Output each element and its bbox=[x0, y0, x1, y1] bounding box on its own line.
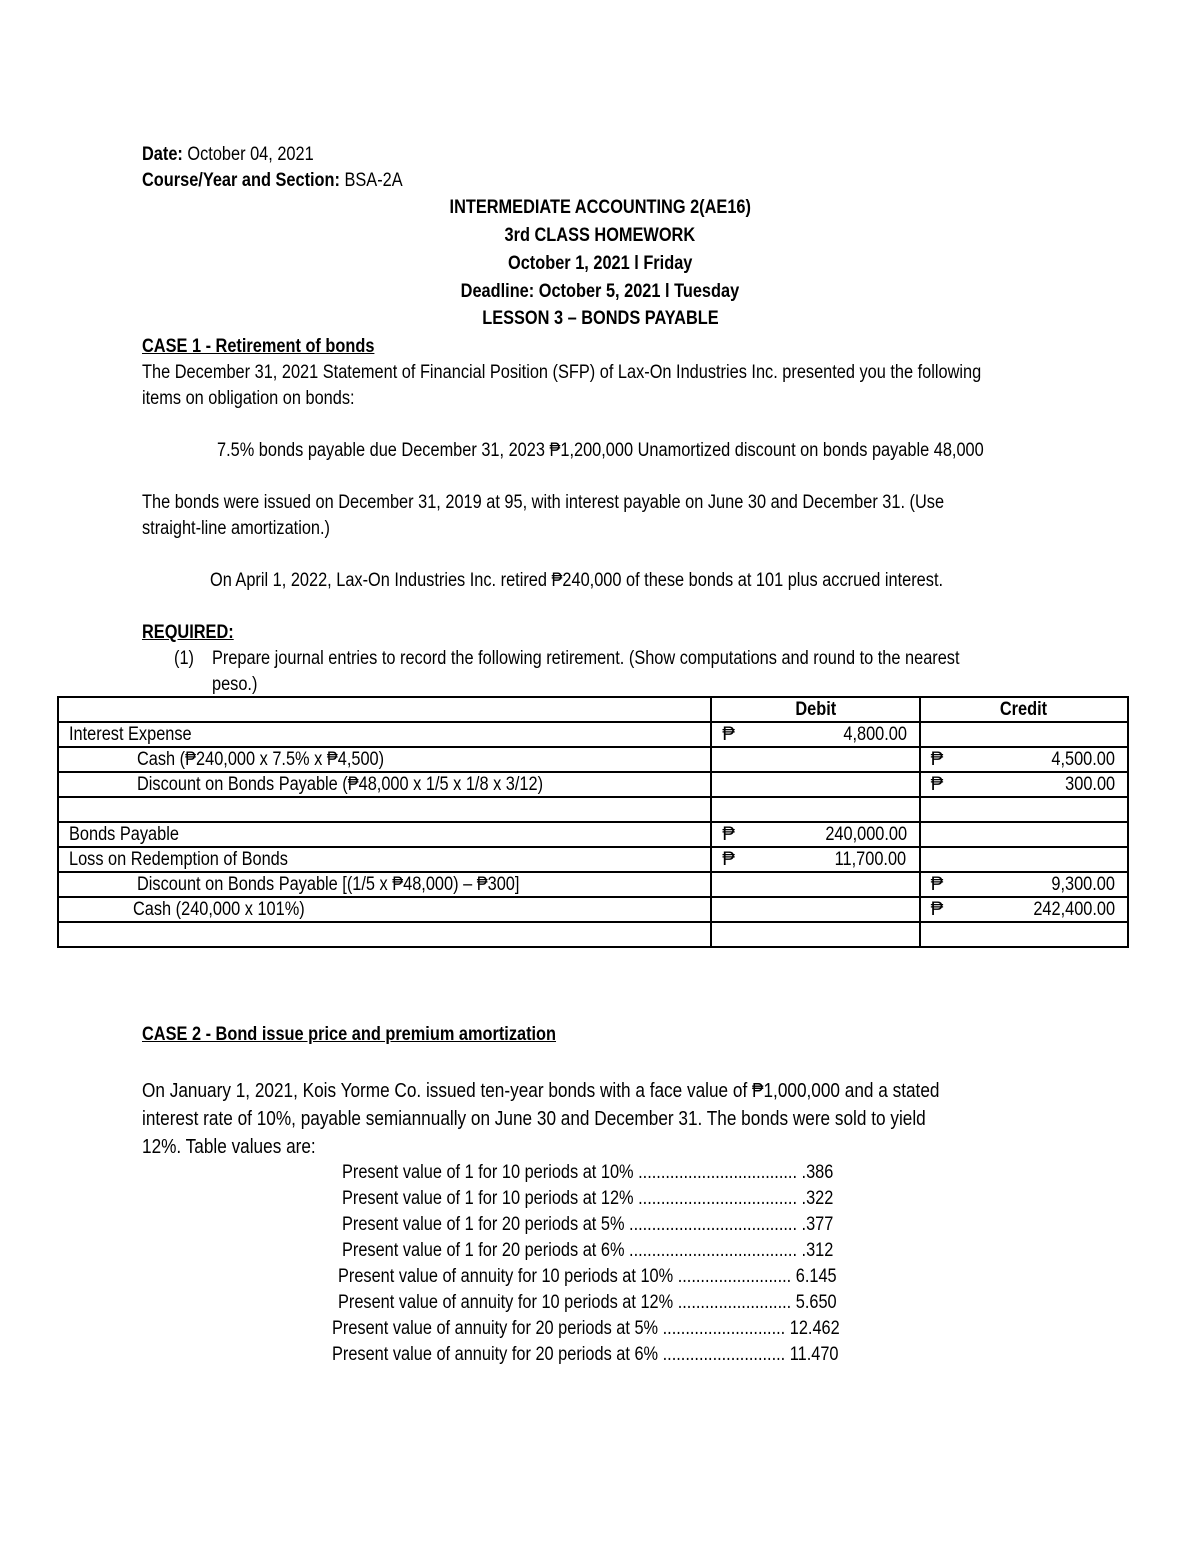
pv-table-row: Present value of 1 for 20 periods at 5% ..................................... .377 bbox=[342, 1214, 834, 1235]
journal-row-blank bbox=[58, 922, 1128, 947]
pv-table-row: Present value of annuity for 20 periods at 6% ........................... 11.470 bbox=[332, 1344, 839, 1365]
case2-para-line2: interest rate of 10%, payable semiannually on June 30 and December 31. The bonds were sold to yield bbox=[142, 1108, 926, 1130]
journal-row bbox=[58, 822, 1128, 847]
journal-row bbox=[58, 722, 1128, 747]
debit-header: Debit bbox=[711, 697, 919, 722]
title-lesson: LESSON 3 – BONDS PAYABLE bbox=[481, 308, 719, 329]
debit-cell bbox=[711, 772, 919, 797]
required-label: REQUIRED: bbox=[142, 622, 234, 643]
journal-row-blank bbox=[58, 797, 1128, 822]
account-cell: Cash (₱240,000 x 7.5% x ₱4,500) bbox=[58, 747, 711, 772]
pv-table-row: Present value of annuity for 10 periods at 12% ......................... 5.650 bbox=[338, 1292, 837, 1313]
peso-sign: ₱ bbox=[930, 899, 944, 920]
case1-para3: On April 1, 2022, Lax-On Industries Inc. retired ₱240,000 of these bonds at 101 plus accrued interest. bbox=[210, 570, 944, 591]
case1-items-line: 7.5% bonds payable due December 31, 2023 ₱1,200,000 Unamortized discount on bonds payable 48,000 bbox=[217, 440, 984, 461]
required-line2: peso.) bbox=[212, 674, 258, 695]
credit-cell: ₱ 4,500.00 bbox=[920, 747, 1128, 772]
credit-cell: ₱ 242,400.00 bbox=[920, 897, 1128, 922]
account-header-cell bbox=[58, 697, 711, 722]
course-line bbox=[142, 168, 403, 194]
credit-header: Credit bbox=[920, 697, 1128, 722]
account-cell: Discount on Bonds Payable (₱48,000 x 1/5 x 1/8 x 3/12) bbox=[58, 772, 711, 797]
date-line bbox=[142, 142, 314, 168]
peso-sign: ₱ bbox=[722, 724, 735, 745]
case1-para1-line2: items on obligation on bonds: bbox=[142, 388, 355, 409]
account-cell: Discount on Bonds Payable [(1/5 x ₱48,000) – ₱300] bbox=[58, 872, 711, 897]
title-date: October 1, 2021 l Friday bbox=[507, 253, 693, 274]
journal-row bbox=[58, 772, 1128, 797]
case1-heading: CASE 1 - Retirement of bonds bbox=[142, 336, 375, 357]
account-cell: Loss on Redemption of Bonds bbox=[58, 847, 711, 872]
credit-cell: ₱ 9,300.00 bbox=[920, 872, 1128, 897]
course-label: Course/Year and Section: bbox=[142, 170, 340, 191]
journal-row bbox=[58, 872, 1128, 897]
pv-table-row: Present value of annuity for 20 periods at 5% ........................... 12.462 bbox=[332, 1318, 840, 1339]
credit-cell: ₱ 300.00 bbox=[920, 772, 1128, 797]
case2-heading: CASE 2 - Bond issue price and premium amortization bbox=[142, 1024, 557, 1045]
date-value: October 04, 2021 bbox=[182, 144, 314, 165]
title-deadline: Deadline: October 5, 2021 l Tuesday bbox=[460, 281, 740, 302]
journal-header-row bbox=[58, 697, 1128, 722]
debit-cell bbox=[711, 897, 919, 922]
debit-cell bbox=[711, 747, 919, 772]
credit-cell bbox=[920, 822, 1128, 847]
debit-cell bbox=[711, 872, 919, 897]
journal-row bbox=[58, 897, 1128, 922]
debit-cell: ₱ 240,000.00 bbox=[711, 822, 919, 847]
title-homework: 3rd CLASS HOMEWORK bbox=[504, 225, 696, 246]
case2-para-line1: On January 1, 2021, Kois Yorme Co. issued ten-year bonds with a face value of ₱1,000,000 and a stated bbox=[142, 1080, 940, 1102]
peso-sign: ₱ bbox=[930, 774, 944, 795]
debit-cell: ₱ 4,800.00 bbox=[711, 722, 919, 747]
account-cell: Interest Expense bbox=[58, 722, 711, 747]
credit-cell bbox=[920, 722, 1128, 747]
peso-sign: ₱ bbox=[930, 874, 944, 895]
required-number: (1) bbox=[174, 648, 194, 669]
case1-para2-line2: straight-line amortization.) bbox=[142, 518, 330, 539]
case2-para-line3: 12%. Table values are: bbox=[142, 1136, 316, 1158]
journal-entry-table bbox=[57, 696, 1129, 948]
pv-table-row: Present value of 1 for 20 periods at 6% ..................................... .312 bbox=[342, 1240, 834, 1261]
debit-cell: ₱ 11,700.00 bbox=[711, 847, 919, 872]
account-cell: Cash (240,000 x 101%) bbox=[58, 897, 711, 922]
journal-row bbox=[58, 847, 1128, 872]
required-line1: Prepare journal entries to record the following retirement. (Show computations and round to the nearest bbox=[212, 648, 960, 669]
account-cell: Bonds Payable bbox=[58, 822, 711, 847]
peso-sign: ₱ bbox=[930, 749, 944, 770]
case1-para1-line1: The December 31, 2021 Statement of Financial Position (SFP) of Lax-On Industries Inc. presented you the following bbox=[142, 362, 982, 383]
pv-table-row: Present value of annuity for 10 periods at 10% ......................... 6.145 bbox=[338, 1266, 837, 1287]
title-course: INTERMEDIATE ACCOUNTING 2(AE16) bbox=[449, 197, 751, 218]
journal-row bbox=[58, 747, 1128, 772]
peso-sign: ₱ bbox=[722, 849, 735, 870]
pv-table-row: Present value of 1 for 10 periods at 10% ................................... .386 bbox=[342, 1162, 834, 1183]
pv-table-row: Present value of 1 for 10 periods at 12% ................................... .322 bbox=[342, 1188, 834, 1209]
credit-cell bbox=[920, 847, 1128, 872]
course-value: BSA-2A bbox=[339, 170, 403, 191]
date-label: Date: bbox=[142, 144, 183, 165]
case1-para2-line1: The bonds were issued on December 31, 2019 at 95, with interest payable on June 30 and December 31. (Use bbox=[142, 492, 945, 513]
peso-sign: ₱ bbox=[722, 824, 735, 845]
